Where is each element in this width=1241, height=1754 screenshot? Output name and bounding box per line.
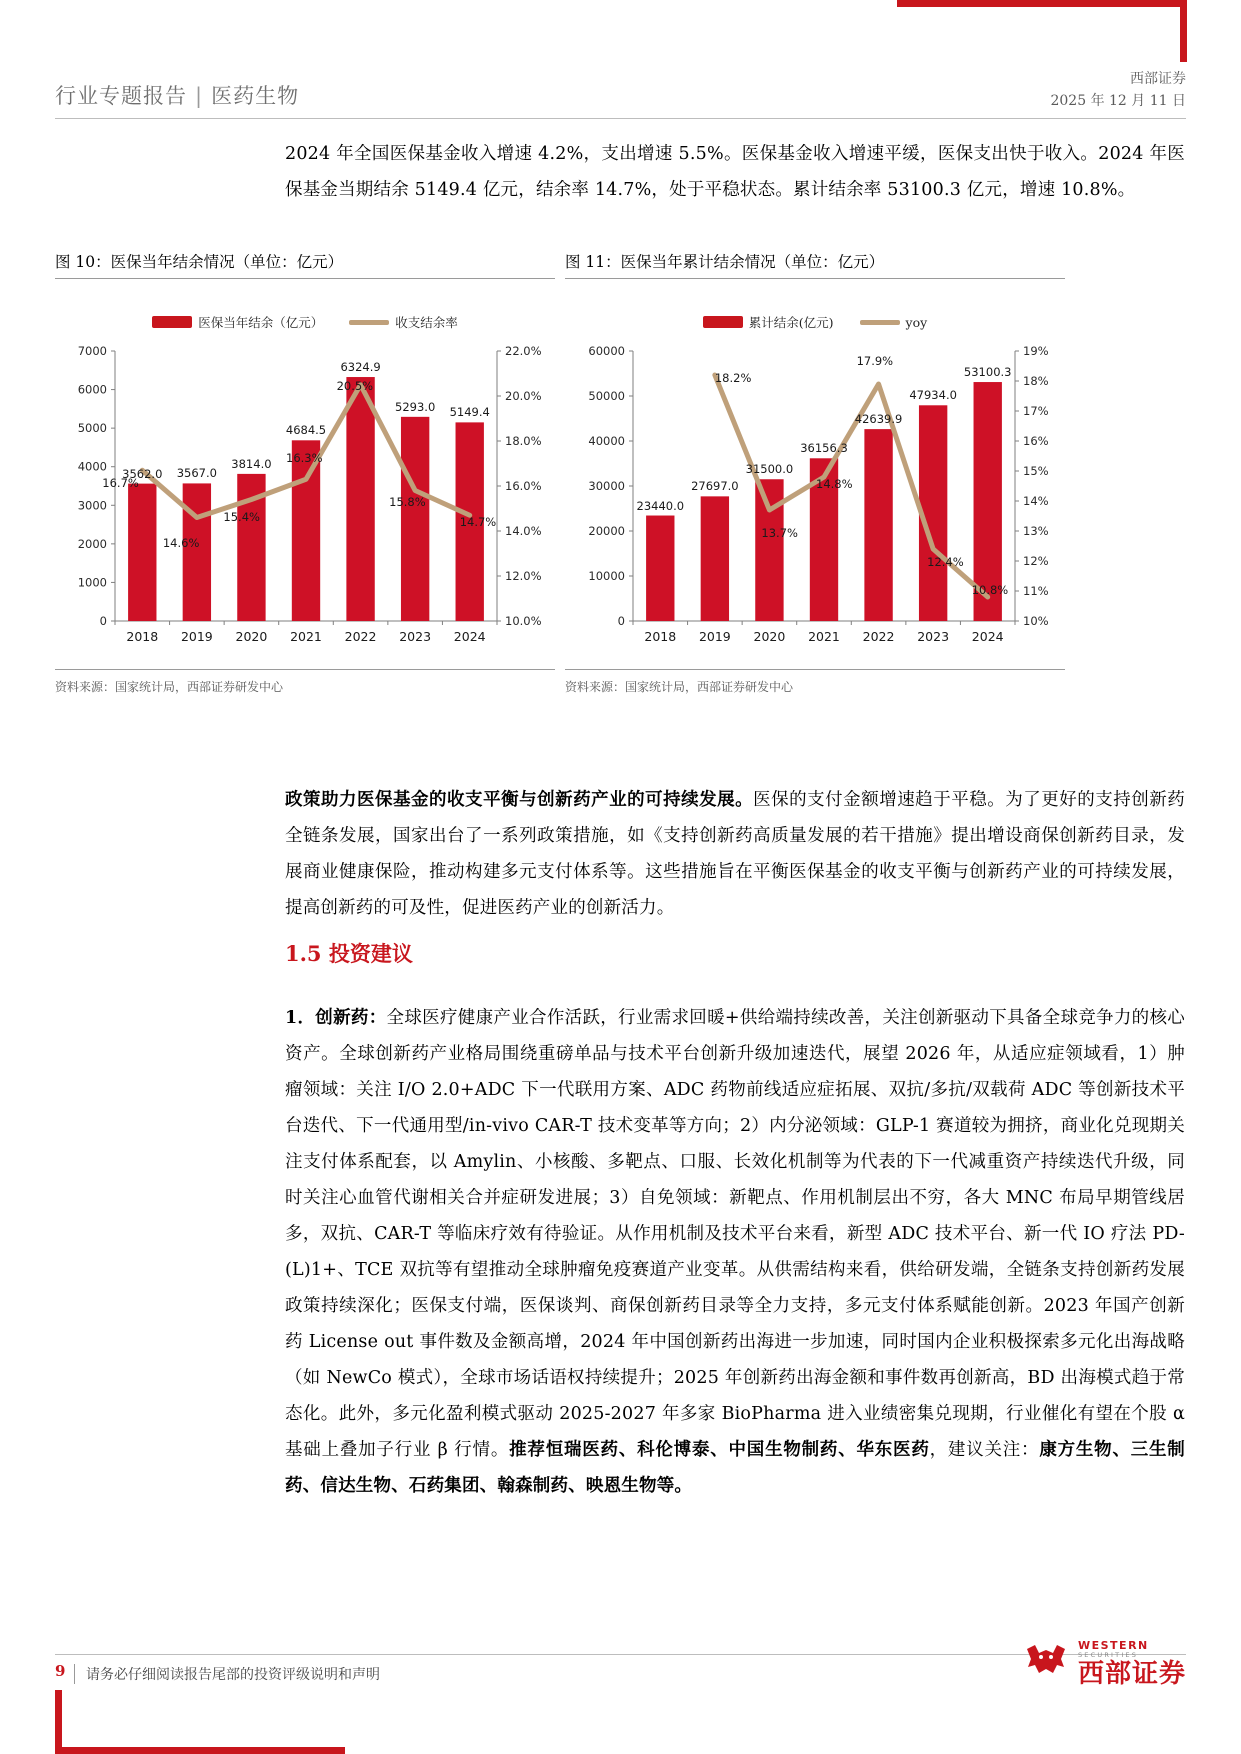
svg-text:22.0%: 22.0% — [505, 344, 542, 358]
logo-chinese-name: 西部证券 — [1077, 1658, 1186, 1689]
header-divider — [55, 118, 1186, 119]
svg-text:12.0%: 12.0% — [505, 569, 542, 583]
svg-text:18.0%: 18.0% — [505, 434, 542, 448]
bar-2018 — [646, 516, 674, 621]
svg-text:18%: 18% — [1023, 374, 1049, 388]
svg-text:15%: 15% — [1023, 464, 1049, 478]
pct-label-2021: 14.8% — [816, 477, 853, 491]
x-axis-label-2021: 2021 — [290, 629, 322, 644]
x-axis-label-2022: 2022 — [862, 629, 895, 644]
figure-11-plot-area — [565, 279, 1065, 669]
bull-logo-icon — [1023, 1643, 1069, 1683]
footer-divider — [55, 1654, 1186, 1655]
legend-line-label: 收支结余率 — [395, 315, 458, 330]
investment-body: 全球医疗健康产业合作活跃，行业需求回暖+供给端持续改善，关注创新驱动下具备全球竞争力的核心资产。全球创新药产业格局围绕重磅单品与技术平台创新升级加速迭代，展望 2026 年，从适应症领域看，1）肿瘤领域：关注 I/O 2.0+ADC 下一代联用方案、ADC 药物前线适应症拓展、双抗/多抗/双载荷 ADC 等创新技术平台迭代、下一代通用型/in-vivo CAR-T 技术变革等方向；2）内分泌领域：GLP-1 赛道较为拥挤，商业化兑现期关注支付体系配套，以 Amylin、小核酸、多靶点、口服、长效化机制等为代表的下一代减重资产持续迭代升级，同时关注心血管代谢相关合并症研发进展；3）自免领域：新靶点、作用机制层出不穷，各大 MNC 布局早期管线居多，双抗、CAR-T 等临床疗效有待验证。从作用机制及技术平台来看，新型 ADC 技术平台、新一代 IO 疗法 PD-(L)1+、TCE 双抗等有望推动全球肿瘤免疫赛道产业变革。从供需结构来看，供给研发端，全链条支持创新药发展政策持续深化；医保支付端，医保谈判、商保创新药目录等全力支持，多元支付体系赋能创新。2023 年国产创新药 License out 事件数及金额高增，2024 年中国创新药出海进一步加速，同时国内企业积极探索多元化出海战略（如 NewCo 模式），全球市场话语权持续提升；2025 年创新药出海金额和事件数再创新高，BD 出海模式趋于常态化。此外，多元化盈利模式驱动 2025-2027 年多家 BioPharma 进入业绩密集兑现期，行业催化有望在个股 α 基础上叠加子行业 β 行情。 — [285, 1008, 1185, 1460]
pct-label-2019: 14.6% — [162, 535, 200, 550]
pct-label-2022: 20.5% — [336, 378, 374, 393]
chart-svg — [565, 279, 1065, 669]
header-separator: | — [195, 84, 204, 108]
svg-text:40000: 40000 — [588, 434, 625, 448]
header-company: 西部证券 — [1130, 71, 1186, 87]
bar-value-label-2022: 6324.9 — [340, 360, 381, 375]
pct-label-2019: 18.2% — [714, 371, 752, 385]
pct-label-2023: 12.4% — [927, 555, 964, 569]
logo-english-name: WESTERN — [1077, 1639, 1149, 1652]
footer-separator-bar — [74, 1664, 75, 1684]
x-axis-label-2020: 2020 — [753, 629, 786, 644]
pct-label-2020: 15.4% — [223, 509, 260, 524]
bar-2022 — [864, 429, 892, 621]
svg-text:16.0%: 16.0% — [505, 479, 542, 493]
svg-text:20.0%: 20.0% — [505, 389, 542, 403]
bar-value-label-2024: 5149.4 — [449, 405, 490, 420]
svg-text:3000: 3000 — [77, 498, 107, 513]
svg-text:0: 0 — [99, 614, 107, 628]
bar-2020 — [755, 479, 783, 621]
header-sector: 医药生物 — [211, 84, 300, 108]
bar-value-label-2023: 5293.0 — [395, 399, 436, 414]
svg-text:10000: 10000 — [588, 569, 625, 583]
pct-label-2022: 17.9% — [856, 354, 894, 368]
figure-10-canvas — [55, 279, 555, 669]
report-header-breadcrumb — [55, 80, 299, 110]
header-date: 2025 年 12 月 11 日 — [1050, 93, 1186, 110]
x-axis-label-2019: 2019 — [180, 629, 213, 644]
svg-text:4000: 4000 — [77, 459, 107, 474]
figure-11-source: 资料来源：国家统计局，西部证券研发中心 — [565, 669, 1065, 695]
header-report-type: 行业专题报告 — [55, 84, 187, 108]
svg-text:1000: 1000 — [77, 575, 107, 590]
svg-text:14.0%: 14.0% — [505, 524, 542, 538]
bar-value-label-2018: 3562.0 — [122, 466, 163, 481]
policy-paragraph — [285, 782, 1185, 926]
corner-rule-bottom-left-horizontal — [55, 1747, 345, 1754]
logo-english-subtitle: SECURITIES — [1077, 1651, 1139, 1659]
figure-11-canvas — [565, 279, 1065, 669]
figure-10-caption: 图 10：医保当年结余情况（单位：亿元） — [55, 253, 344, 271]
svg-text:0: 0 — [617, 614, 625, 628]
figure-10-plot-area — [55, 279, 555, 669]
pct-label-2024: 10.8% — [971, 583, 1009, 597]
bar-2019 — [183, 483, 211, 621]
investment-lead-topic: 创新药： — [315, 1008, 387, 1028]
x-axis-label-2019: 2019 — [698, 629, 731, 644]
corner-rule-bottom-left-vertical — [55, 1690, 62, 1754]
svg-text:16%: 16% — [1023, 434, 1049, 448]
investment-recommend-primary: 推荐恒瑞医药、科伦博泰、中国生物制药、华东医药 — [509, 1440, 930, 1460]
bar-value-label-2022: 42639.9 — [854, 412, 903, 427]
bar-value-label-2021: 36156.3 — [800, 441, 848, 456]
svg-text:30000: 30000 — [588, 479, 625, 493]
legend-line-label: yoy — [905, 314, 928, 330]
investment-paragraph — [285, 1000, 1185, 1504]
svg-text:12%: 12% — [1023, 554, 1049, 568]
bar-value-label-2019: 27697.0 — [691, 479, 739, 494]
x-axis-label-2023: 2023 — [399, 629, 432, 644]
intro-paragraph: 2024 年全国医保基金收入增速 4.2%，支出增速 5.5%。医保基金收入增速平缓，医保支出快于收入。2024 年医保基金当期结余 5149.4 亿元，结余率 14.7%，处于平稳状态。累计结余率 53100.3 亿元，增速 10.8%。 — [285, 144, 1185, 200]
svg-text:10%: 10% — [1023, 614, 1049, 628]
bar-value-label-2023: 47934.0 — [909, 388, 957, 403]
pct-label-2018: 16.7% — [102, 476, 139, 491]
bar-value-label-2019: 3567.0 — [176, 466, 217, 481]
x-axis-label-2024: 2024 — [453, 629, 486, 644]
pct-label-2023: 15.8% — [389, 494, 426, 509]
bar-value-label-2018: 23440.0 — [636, 498, 685, 513]
policy-paragraph-body: 医保的支付金额增速趋于平稳。为了更好的支持创新药全链条发展，国家出台了一系列政策措施，如《支持创新药高质量发展的若干措施》提出增设商保创新药目录，发展商业健康保险，推动构建多元支付体系等。这些措施旨在平衡医保基金的收支平衡与创新药产业的可持续发展，提高创新药的可及性，促进医药产业的创新活力。 — [285, 790, 1185, 918]
x-axis-label-2021: 2021 — [808, 629, 840, 644]
corner-rule-top-right-vertical — [1180, 0, 1187, 62]
bar-value-label-2020: 3814.0 — [231, 456, 272, 471]
figure-10-source: 资料来源：国家统计局，西部证券研发中心 — [55, 669, 555, 695]
logo-wordmark — [1078, 1640, 1186, 1687]
pct-label-2020: 13.7% — [761, 526, 798, 540]
bar-2019 — [701, 496, 729, 621]
pct-label-2024: 14.7% — [459, 515, 497, 530]
svg-text:6000: 6000 — [77, 382, 107, 397]
bar-2018 — [128, 484, 156, 621]
figure-10 — [55, 250, 555, 695]
svg-text:19%: 19% — [1023, 344, 1049, 358]
policy-paragraph-lead: 政策助力医保基金的收支平衡与创新药产业的可持续发展。 — [285, 790, 754, 810]
x-axis-label-2023: 2023 — [917, 629, 950, 644]
bar-value-label-2020: 31500.0 — [745, 462, 794, 477]
pct-label-2021: 16.3% — [286, 451, 323, 466]
header-meta — [1050, 68, 1186, 113]
x-axis-label-2018: 2018 — [126, 629, 159, 644]
investment-recommend-connector: ，建议关注： — [929, 1440, 1040, 1460]
svg-text:20000: 20000 — [588, 524, 625, 538]
x-axis-label-2020: 2020 — [235, 629, 268, 644]
x-axis-label-2022: 2022 — [344, 629, 377, 644]
bar-value-label-2024: 53100.3 — [963, 365, 1012, 380]
svg-text:13%: 13% — [1023, 524, 1049, 538]
svg-text:10.0%: 10.0% — [505, 614, 542, 628]
section-heading-investment-advice: 1.5 投资建议 — [285, 941, 413, 966]
investment-lead-number: 1． — [285, 1008, 316, 1028]
x-axis-label-2018: 2018 — [644, 629, 677, 644]
page-number: 9 — [55, 1662, 66, 1680]
legend-bar-label: 医保当年结余（亿元） — [198, 315, 324, 330]
footer-disclaimer: 请务必仔细阅读报告尾部的投资评级说明和声明 — [86, 1667, 380, 1683]
svg-text:5000: 5000 — [77, 421, 107, 436]
svg-text:7000: 7000 — [77, 344, 107, 358]
legend-bar-label: 累计结余(亿元) — [748, 315, 834, 330]
investment-recommend-watchlist: 康方生物、三生制药、信达生物、石药集团、翰森制药、映恩生物等。 — [285, 1440, 1186, 1496]
bar-value-label-2021: 4684.5 — [285, 423, 327, 438]
svg-text:11%: 11% — [1023, 584, 1049, 598]
svg-text:14%: 14% — [1023, 494, 1049, 508]
x-axis-label-2024: 2024 — [971, 629, 1004, 644]
bar-2023 — [401, 417, 429, 621]
svg-text:2000: 2000 — [77, 536, 107, 551]
figure-11-caption: 图 11：医保当年累计结余情况（单位：亿元） — [565, 253, 885, 271]
figure-11 — [565, 250, 1065, 695]
svg-text:60000: 60000 — [588, 344, 625, 358]
company-logo — [1023, 1640, 1186, 1687]
svg-text:17%: 17% — [1023, 404, 1049, 418]
svg-text:50000: 50000 — [588, 389, 625, 403]
corner-rule-top-right-horizontal — [897, 0, 1187, 7]
